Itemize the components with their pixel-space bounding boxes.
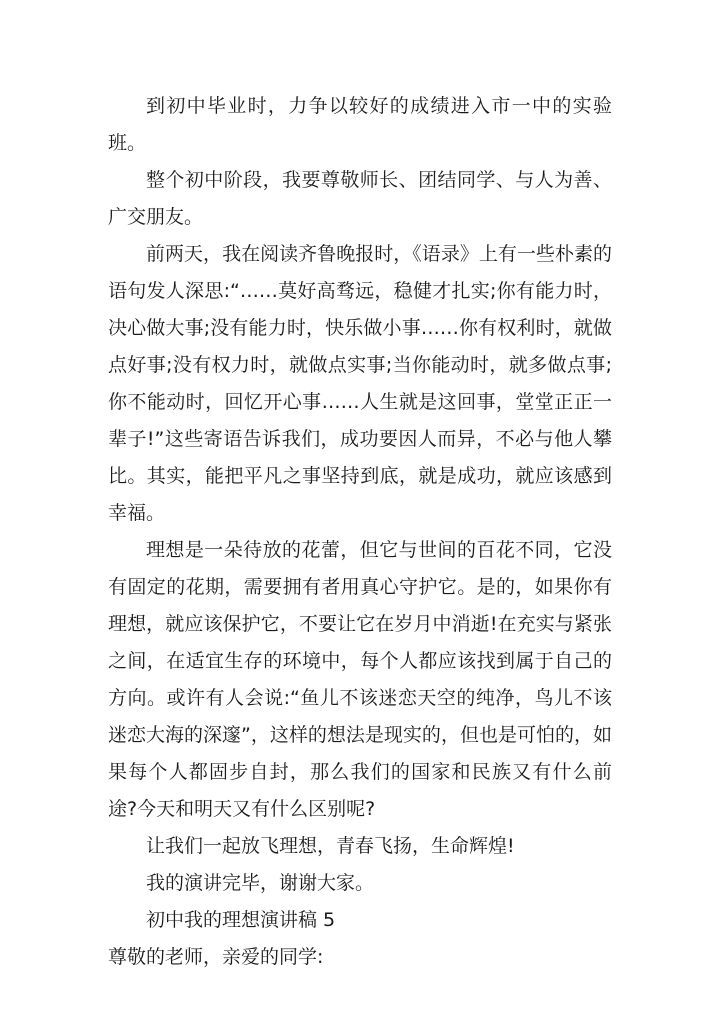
section-heading: 初中我的理想演讲稿 5	[146, 909, 336, 931]
paragraph-quotes: 前两天，我在阅读齐鲁晚报时，《语录》上有一些朴素的语句发人深思:“……莫好高骛远，稳健才扎实;你有能力时，决心做大事;没有能力时，快乐做小事……你有权利时，就做点好事;没有权力时，就做点实事;当你能动时，就多做点事;你不能动时，回忆开心事……人生就是这回事，堂堂正正一辈子!”这些寄语告诉我们，成功要因人而异，不必与他人攀比。其实，能把平凡之事坚持到底，就是成功，就应该感到幸福。	[108, 243, 612, 524]
salutation: 尊敬的老师，亲爱的同学:	[108, 946, 324, 968]
paragraph-graduation-goal: 到初中毕业时，力争以较好的成绩进入市一中的实验班。	[108, 95, 612, 154]
document-body	[108, 88, 612, 976]
paragraph-junior-high-conduct: 整个初中阶段，我要尊敬师长、团结同学、与人为善、广交朋友。	[108, 169, 612, 228]
paragraph-thanks: 我的演讲完毕，谢谢大家。	[146, 872, 375, 894]
paragraph-ideal-flower: 理想是一朵待放的花蕾，但它与世间的百花不同，它没有固定的花期，需要拥有者用真心守护它。是的，如果你有理想，就应该保护它，不要让它在岁月中消逝!在充实与紧张之间，在适宜生存的环境中，每个人都应该找到属于自己的方向。或许有人会说:“鱼儿不该迷恋天空的纯净，鸟儿不该迷恋大海的深邃”，这样的想法是现实的，但也是可怕的，如果每个人都固步自封，那么我们的国家和民族又有什么前途?今天和明天又有什么区别呢?	[108, 539, 612, 820]
paragraph-closing-call: 让我们一起放飞理想，青春飞扬，生命辉煌!	[146, 835, 515, 857]
